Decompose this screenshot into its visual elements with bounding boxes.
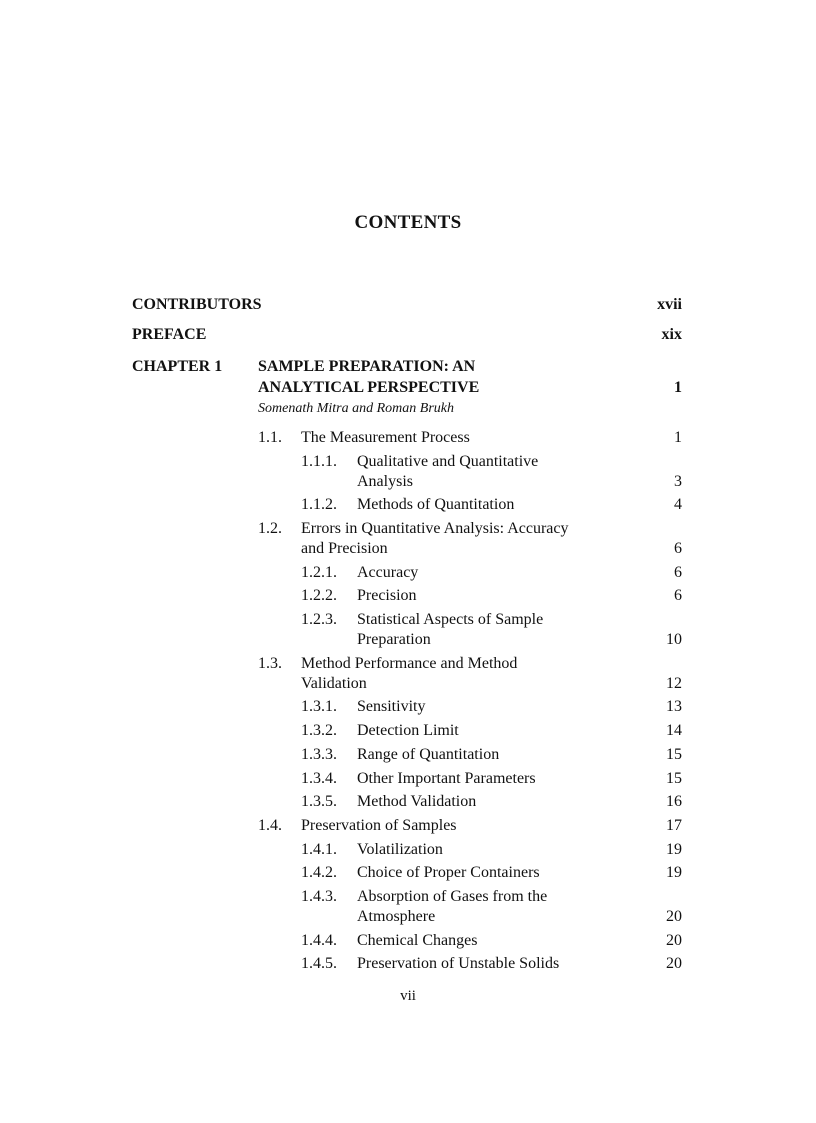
contents-title: CONTENTS xyxy=(354,212,462,233)
toc-entry-label: CONTRIBUTORS xyxy=(132,296,262,313)
toc-entry[interactable] xyxy=(0,815,816,839)
toc-page-number: 17 xyxy=(666,817,682,834)
section-title: Detection Limit xyxy=(357,722,459,739)
section-number: 1.4.2. xyxy=(301,864,337,881)
toc-entry-contributors[interactable] xyxy=(0,294,816,318)
section-number: 1.2.3. xyxy=(301,611,337,628)
page-number-footer: vii xyxy=(400,988,416,1004)
section-title: Analysis xyxy=(357,473,413,490)
section-title: Validation xyxy=(301,675,367,692)
toc-page-number: 4 xyxy=(674,496,682,513)
chapter-authors: Somenath Mitra and Roman Brukh xyxy=(258,401,454,416)
section-number: 1.4.5. xyxy=(301,955,337,972)
section-title: Absorption of Gases from the xyxy=(357,888,548,905)
section-title: Method Performance and Method xyxy=(301,655,518,672)
section-title: Statistical Aspects of Sample xyxy=(357,611,544,628)
toc-page-number: 20 xyxy=(666,955,682,972)
section-title: Volatilization xyxy=(357,841,443,858)
section-title: Errors in Quantitative Analysis: Accuracy xyxy=(301,520,569,537)
section-title: Chemical Changes xyxy=(357,932,478,949)
toc-page-number: 20 xyxy=(666,932,682,949)
toc-entry-preface[interactable] xyxy=(0,324,816,348)
section-title: The Measurement Process xyxy=(301,429,470,446)
toc-page-number: 19 xyxy=(666,864,682,881)
section-number: 1.4.3. xyxy=(301,888,337,905)
section-title: Qualitative and Quantitative xyxy=(357,453,539,470)
toc-page-number: 14 xyxy=(666,722,682,739)
toc-page-number: xix xyxy=(661,326,682,343)
toc-entry[interactable] xyxy=(0,862,816,886)
toc-entry[interactable] xyxy=(0,953,816,977)
toc-entry[interactable] xyxy=(0,427,816,451)
section-number: 1.3.2. xyxy=(301,722,337,739)
section-number: 1.3.1. xyxy=(301,698,337,715)
chapter-authors-row xyxy=(0,398,816,422)
section-title: Preparation xyxy=(357,631,431,648)
toc-entry-cont[interactable] xyxy=(0,471,816,495)
toc-page-number: 10 xyxy=(666,631,682,648)
toc-entry[interactable] xyxy=(0,744,816,768)
toc-entry[interactable] xyxy=(0,720,816,744)
section-title: Sensitivity xyxy=(357,698,426,715)
toc-page-number: 6 xyxy=(674,587,682,604)
section-number: 1.3.3. xyxy=(301,746,337,763)
toc-entry-label: PREFACE xyxy=(132,326,207,343)
section-number: 1.3.5. xyxy=(301,793,337,810)
section-number: 1.2.1. xyxy=(301,564,337,581)
section-title: Preservation of Unstable Solids xyxy=(357,955,560,972)
section-title: Atmosphere xyxy=(357,908,436,925)
toc-entry-cont[interactable] xyxy=(0,673,816,697)
section-number: 1.2.2. xyxy=(301,587,337,604)
toc-page-number: xvii xyxy=(657,296,682,313)
toc-page-number: 19 xyxy=(666,841,682,858)
toc-page-number: 15 xyxy=(666,746,682,763)
toc-entry[interactable] xyxy=(0,930,816,954)
toc-entry[interactable] xyxy=(0,494,816,518)
toc-entry-cont[interactable] xyxy=(0,629,816,653)
toc-page-number: 20 xyxy=(666,908,682,925)
section-number: 1.1. xyxy=(258,429,282,446)
section-number: 1.3. xyxy=(258,655,282,672)
toc-page-number: 15 xyxy=(666,770,682,787)
section-title: Choice of Proper Containers xyxy=(357,864,540,881)
section-number: 1.1.2. xyxy=(301,496,337,513)
section-number: 1.4.4. xyxy=(301,932,337,949)
toc-page-number: 6 xyxy=(674,540,682,557)
toc-entry[interactable] xyxy=(0,696,816,720)
section-title: Preservation of Samples xyxy=(301,817,457,834)
section-title: Method Validation xyxy=(357,793,477,810)
toc-page-number: 3 xyxy=(674,473,682,490)
section-title: Other Important Parameters xyxy=(357,770,536,787)
section-title: Range of Quantitation xyxy=(357,746,500,763)
toc-entry-cont[interactable] xyxy=(0,538,816,562)
toc-entry-cont[interactable] xyxy=(0,906,816,930)
toc-entry[interactable] xyxy=(0,791,816,815)
toc-entry[interactable] xyxy=(0,768,816,792)
toc-page-number: 13 xyxy=(666,698,682,715)
chapter-label: CHAPTER 1 xyxy=(132,358,223,375)
section-number: 1.4. xyxy=(258,817,282,834)
section-number: 1.4.1. xyxy=(301,841,337,858)
chapter-title-line-1: SAMPLE PREPARATION: AN xyxy=(258,358,476,375)
section-title: Accuracy xyxy=(357,564,419,581)
section-title: Precision xyxy=(357,587,417,604)
section-title: and Precision xyxy=(301,540,388,557)
toc-page-number: 1 xyxy=(674,429,682,446)
section-title: Methods of Quantitation xyxy=(357,496,515,513)
toc-page-number: 6 xyxy=(674,564,682,581)
section-number: 1.2. xyxy=(258,520,282,537)
toc-entry[interactable] xyxy=(0,585,816,609)
toc-entry[interactable] xyxy=(0,839,816,863)
toc-page-number: 16 xyxy=(666,793,682,810)
section-number: 1.1.1. xyxy=(301,453,337,470)
toc-page-number: 1 xyxy=(674,379,682,396)
toc-page-number: 12 xyxy=(666,675,682,692)
chapter-title-line-2: ANALYTICAL PERSPECTIVE xyxy=(258,379,480,396)
section-number: 1.3.4. xyxy=(301,770,337,787)
toc-entry[interactable] xyxy=(0,562,816,586)
